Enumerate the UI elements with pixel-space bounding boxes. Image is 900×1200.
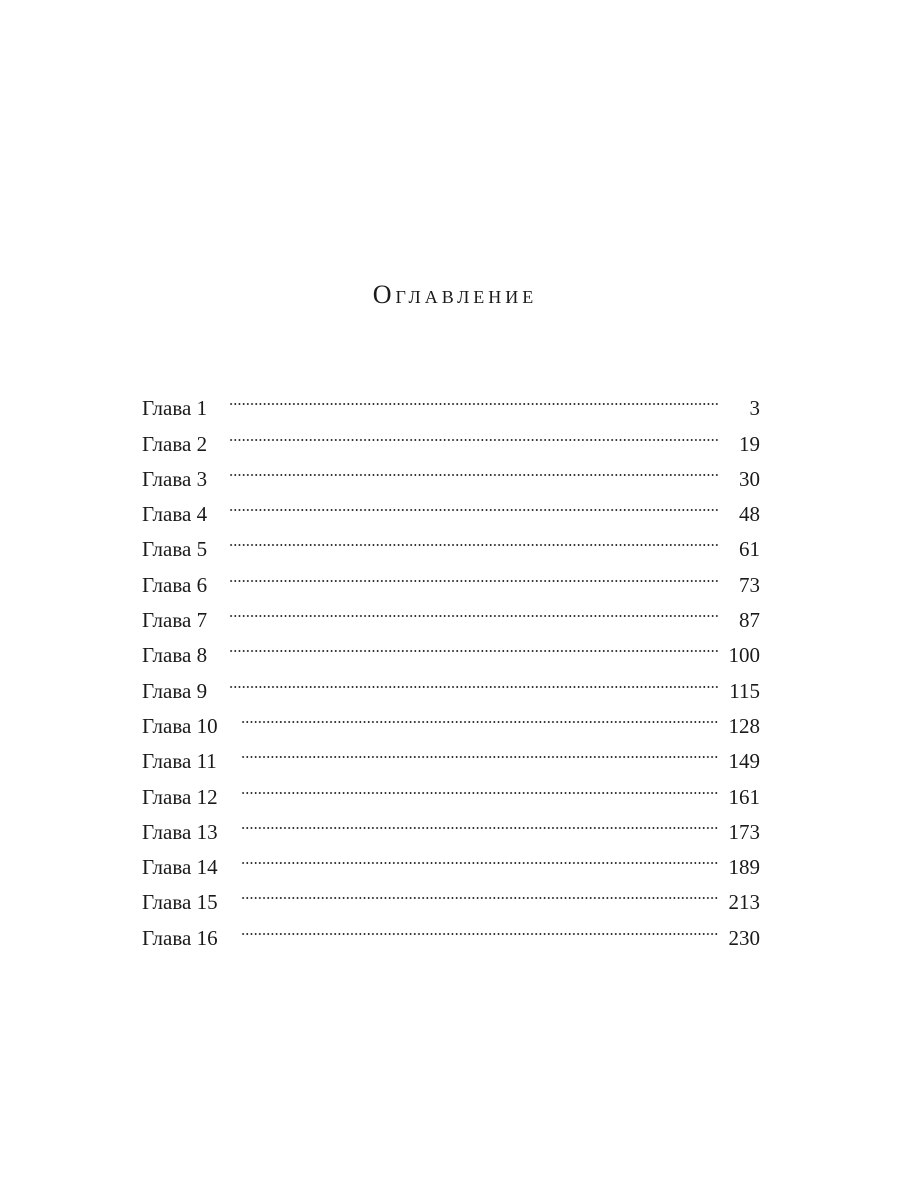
- dot-leader: [241, 839, 720, 874]
- toc-entry-page: 87: [739, 608, 760, 633]
- toc-entry-label: Глава 9: [142, 678, 208, 703]
- toc-entry-page: 3: [749, 396, 760, 421]
- toc-entry-page: 213: [728, 890, 760, 915]
- toc-entry-label: Глава 6: [142, 572, 208, 597]
- toc-entry-label: Глава 10: [142, 713, 218, 738]
- toc-entry-page: 100: [728, 643, 760, 668]
- dot-leader: [229, 486, 720, 521]
- toc-entry-page: 48: [739, 502, 760, 527]
- dot-leader: [229, 380, 720, 415]
- dot-leader: [229, 662, 720, 697]
- toc-entry: [142, 415, 760, 456]
- toc-entry-page: 115: [729, 678, 760, 703]
- toc-entry-label: Глава 1: [142, 396, 208, 421]
- dot-leader: [229, 521, 720, 556]
- dot-leader: [241, 733, 720, 768]
- toc-entry: [142, 556, 760, 597]
- table-of-contents: [142, 380, 760, 950]
- toc-entry: [142, 698, 760, 738]
- toc-entry-label: Глава 3: [142, 466, 208, 491]
- dot-leader: [229, 556, 720, 591]
- toc-entry-page: 161: [728, 784, 760, 809]
- dot-leader: [229, 592, 720, 627]
- dot-leader: [241, 874, 720, 909]
- toc-entry: [142, 662, 760, 703]
- toc-entry-label: Глава 12: [142, 784, 218, 809]
- toc-entry: [142, 380, 760, 421]
- toc-entry: [142, 486, 760, 527]
- toc-entry-page: 230: [728, 925, 760, 950]
- toc-entry-label: Глава 7: [142, 608, 208, 633]
- toc-entry: [142, 451, 760, 491]
- dot-leader: [241, 804, 720, 839]
- toc-entry: [142, 521, 760, 562]
- toc-entry-label: Глава 16: [142, 925, 218, 950]
- toc-entry-label: Глава 8: [142, 643, 208, 668]
- toc-entry: [142, 627, 760, 668]
- toc-entry-page: 128: [728, 713, 760, 738]
- toc-entry-label: Глава 14: [142, 855, 218, 880]
- toc-entry-page: 149: [728, 749, 760, 774]
- dot-leader: [241, 768, 720, 803]
- toc-entry-label: Глава 11: [142, 749, 217, 774]
- toc-entry-label: Глава 2: [142, 431, 208, 456]
- dot-leader: [241, 698, 720, 733]
- toc-entry-label: Глава 4: [142, 502, 208, 527]
- dot-leader: [241, 909, 720, 944]
- toc-entry-page: 30: [739, 466, 760, 491]
- toc-entry-label: Глава 13: [142, 819, 218, 844]
- dot-leader: [229, 415, 720, 450]
- toc-entry-page: 173: [728, 819, 760, 844]
- toc-entry-page: 61: [739, 537, 760, 562]
- toc-entry-label: Глава 5: [142, 537, 208, 562]
- toc-entry-page: 19: [739, 431, 760, 456]
- toc-entry-label: Глава 15: [142, 890, 218, 915]
- page-title: Оглавление: [372, 280, 538, 309]
- dot-leader: [229, 627, 720, 662]
- dot-leader: [229, 451, 720, 486]
- toc-entry: [142, 592, 760, 633]
- toc-entry-page: 189: [728, 855, 760, 880]
- toc-entry-page: 73: [739, 572, 760, 597]
